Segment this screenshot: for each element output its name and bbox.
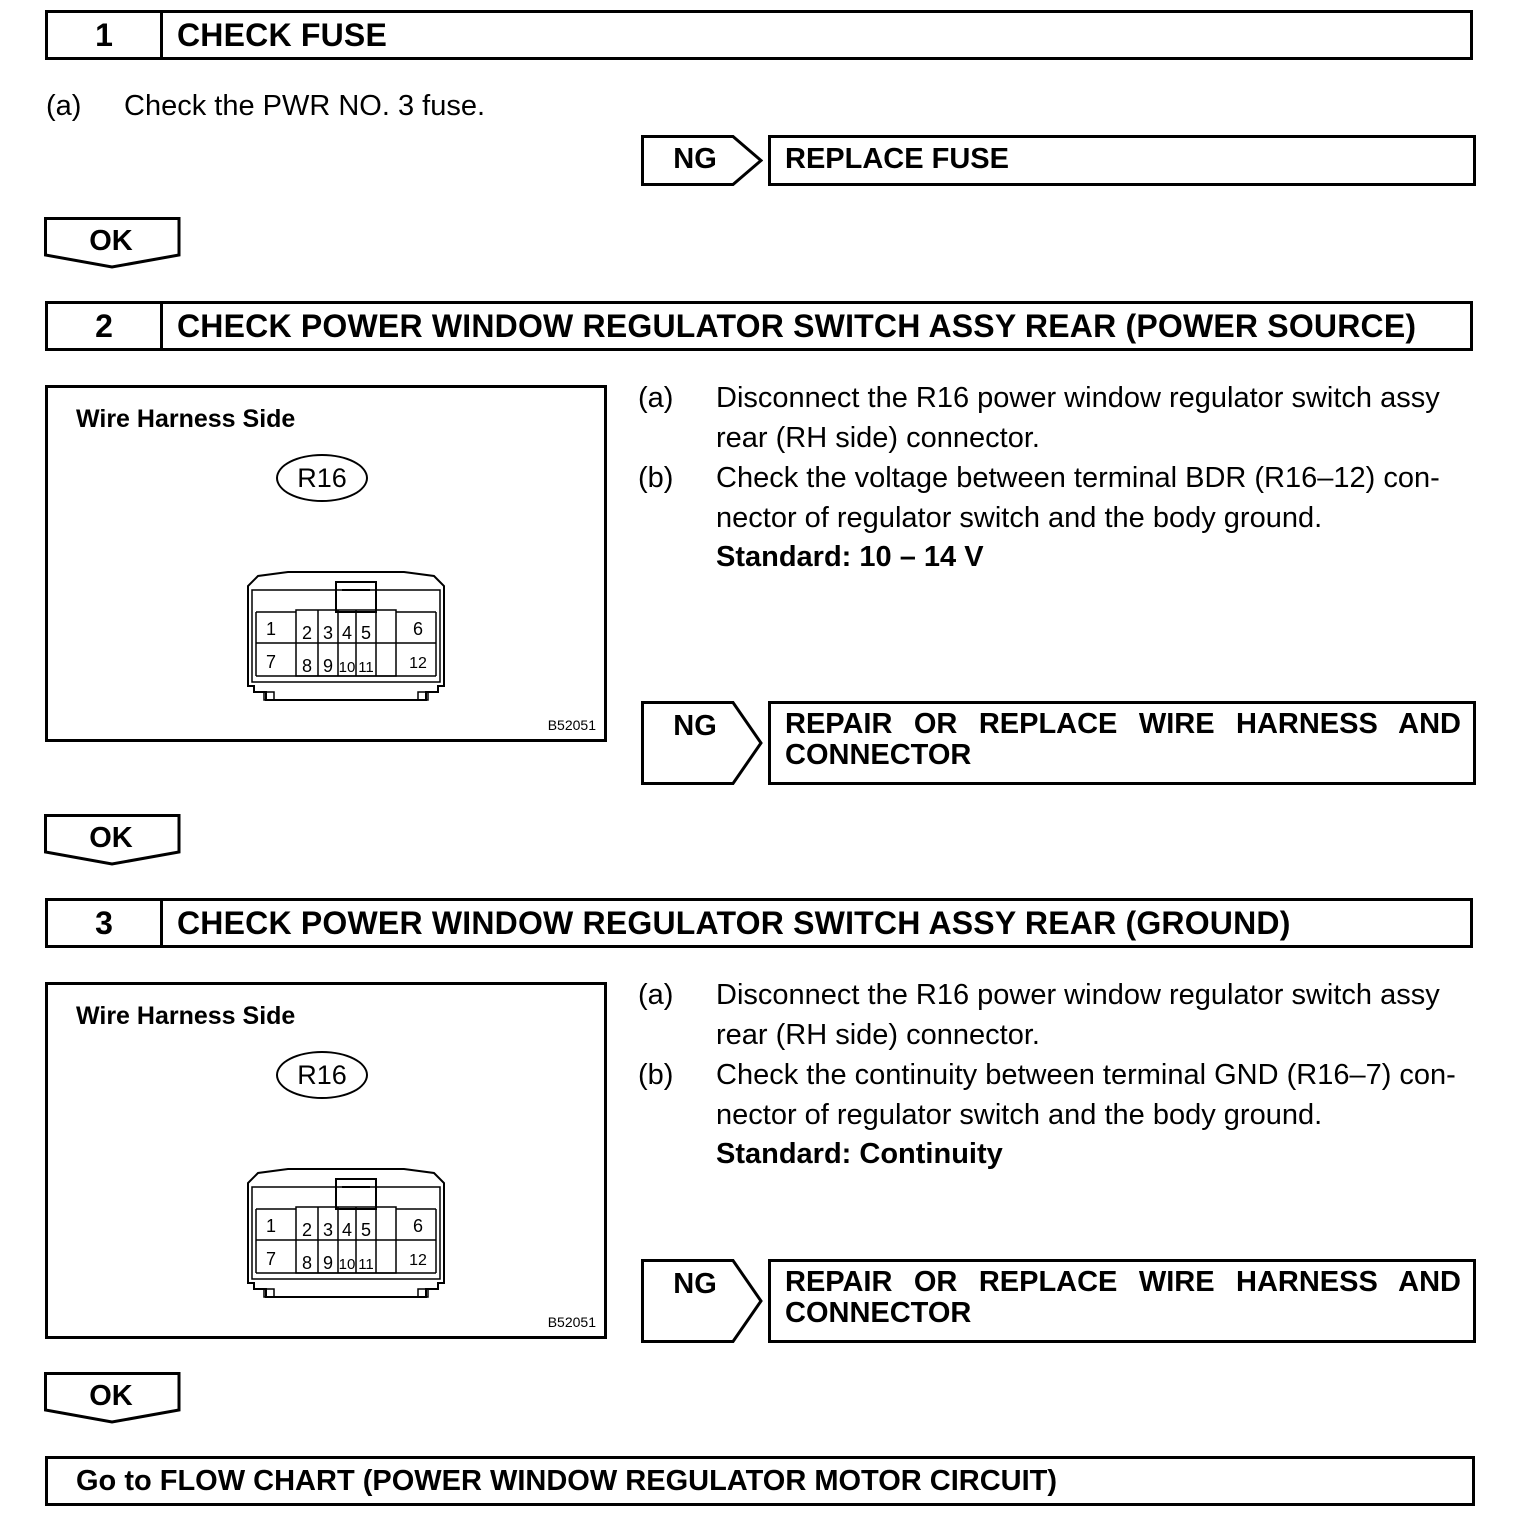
step-title: CHECK POWER WINDOW REGULATOR SWITCH ASSY REAR (POWER SOURCE) [177, 307, 1417, 344]
figure-title: Wire Harness Side [76, 1002, 296, 1030]
pin-label: 2 [301, 623, 313, 643]
pin-label: 7 [265, 1249, 277, 1269]
ng-action-box: REPLACE FUSE [768, 135, 1476, 186]
instruction-text: Disconnect the R16 power window regulator switch assy [716, 979, 1440, 1011]
pin-label: 10 [338, 1256, 356, 1273]
pin-label: 8 [301, 656, 313, 676]
ng-action-box: REPAIR OR REPLACE WIRE HARNESS AND CONNECTOR [768, 701, 1476, 785]
pin-label: 9 [322, 656, 334, 676]
final-step-box: Go to FLOW CHART (POWER WINDOW REGULATOR MOTOR CIRCUIT) [45, 1456, 1475, 1506]
step-2-header [45, 301, 1473, 351]
figure-code: B52051 [547, 1314, 596, 1330]
ng-arrow [641, 135, 763, 186]
instruction-text: rear (RH side) connector. [716, 1019, 1040, 1051]
step-number: 3 [48, 901, 163, 945]
pin-label: 12 [409, 1252, 427, 1269]
step-1-header [45, 10, 1473, 60]
pin-label: 7 [265, 652, 277, 672]
connector-figure [45, 385, 607, 742]
ng-arrow [641, 1259, 763, 1343]
ok-label: OK [89, 822, 133, 854]
pin-label: 2 [301, 1220, 313, 1240]
ng-arrow [641, 701, 763, 785]
connector-id-badge: R16 [276, 454, 368, 502]
pin-label: 5 [360, 1220, 372, 1240]
pin-label: 6 [412, 619, 424, 639]
pin-label: 4 [341, 623, 353, 643]
connector-drawing [238, 1165, 452, 1305]
pin-label: 11 [358, 1256, 374, 1273]
pin-label: 9 [322, 1253, 334, 1273]
ng-action-box: REPAIR OR REPLACE WIRE HARNESS AND CONNECTOR [768, 1259, 1476, 1343]
ng-label: NG [673, 143, 717, 175]
instruction-text: nector of regulator switch and the body ground. [716, 502, 1323, 534]
ng-label: NG [673, 710, 717, 742]
standard-value: Standard: 10 – 14 V [716, 541, 984, 573]
instruction-text: nector of regulator switch and the body ground. [716, 1099, 1323, 1131]
connector-figure [45, 982, 607, 1339]
instruction-label: (b) [638, 1059, 674, 1091]
instruction-text: Check the voltage between terminal BDR (R16–12) con- [716, 462, 1440, 494]
figure-title: Wire Harness Side [76, 405, 296, 433]
pin-label: 1 [265, 619, 277, 639]
ok-arrow [44, 814, 182, 866]
step-title: CHECK FUSE [177, 16, 388, 53]
pin-label: 6 [412, 1216, 424, 1236]
instruction-label: (a) [638, 382, 674, 414]
pin-label: 11 [358, 659, 374, 676]
instruction-label: (b) [638, 462, 674, 494]
figure-code: B52051 [547, 717, 596, 733]
ok-arrow [44, 217, 182, 269]
ng-label: NG [673, 1268, 717, 1300]
ok-label: OK [89, 1380, 133, 1412]
standard-value: Standard: Continuity [716, 1138, 1003, 1170]
pin-label: 1 [265, 1216, 277, 1236]
pin-label: 4 [341, 1220, 353, 1240]
instruction-text: Check the continuity between terminal GND (R16–7) con- [716, 1059, 1456, 1091]
step-3-header [45, 898, 1473, 948]
instruction-label: (a) [638, 979, 674, 1011]
pin-label: 3 [322, 623, 334, 643]
pin-label: 10 [338, 659, 356, 676]
pin-label: 3 [322, 1220, 334, 1240]
instruction-text: Check the PWR NO. 3 fuse. [124, 90, 486, 122]
ok-arrow [44, 1372, 182, 1424]
pin-label: 5 [360, 623, 372, 643]
step-title: CHECK POWER WINDOW REGULATOR SWITCH ASSY REAR (GROUND) [177, 904, 1291, 941]
instruction-text: rear (RH side) connector. [716, 422, 1040, 454]
connector-drawing [238, 568, 452, 708]
ok-label: OK [89, 225, 133, 257]
pin-label: 12 [409, 655, 427, 672]
instruction-label: (a) [46, 90, 82, 122]
pin-label: 8 [301, 1253, 313, 1273]
instruction-text: Disconnect the R16 power window regulator switch assy [716, 382, 1440, 414]
step-number: 1 [48, 13, 163, 57]
step-number: 2 [48, 304, 163, 348]
connector-id-badge: R16 [276, 1051, 368, 1099]
